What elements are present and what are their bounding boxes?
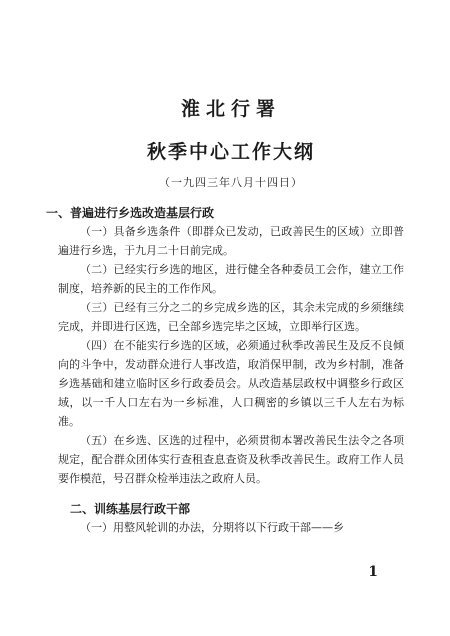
document-title-org: 淮北行署: [180, 98, 281, 120]
document-title: 秋季中心工作大纲: [146, 141, 315, 163]
page-number: 1: [368, 564, 378, 580]
paragraph-5: （五）在乡选、区选的过程中，必须贯彻本署改善民生法令之各项规定，配合群众团体实行查租查息查资及秋季改善民生。政府工作人员要作模范，号召群众检举违法之政府人员。: [58, 434, 404, 485]
section-1-heading: 一、普遍进行乡选改造基层行政: [46, 206, 215, 220]
section-2-heading: 二、训练基层行政干部: [70, 502, 191, 516]
paragraph-6: （一）用整风轮训的办法，分期将以下行政干部——乡: [80, 521, 344, 534]
document-date: （一九四三年八月十四日）: [159, 176, 303, 189]
paragraph-1: （一）具备乡选条件（即群众已发动，已政善民生的区域）立即普遍进行乡选，于九月二十日前完成。: [58, 225, 404, 257]
paragraph-2: （二）已经实行乡选的地区，进行健全各种委员工会作，建立工作制度，培养新的民主的工作作风。: [58, 263, 404, 295]
paragraph-3: （三）已经有三分之二的乡完成乡选的区，其余未完成的乡须继续完成，并即进行区选，已全部乡选完毕之区域，立即举行区选。: [58, 301, 404, 333]
paragraph-4: （四）在不能实行乡选的区域，必须通过秋季改善民生及反不良倾向的斗争中，发动群众进行人事改造，取消保甲制，改为乡村制，准备乡选基础和建立临时区乡行政委员会。从改造基层政权中调整乡行政区域，以一千人口左右为一乡标准，人口稠密的乡镇以三千人左右为标准。: [58, 339, 404, 428]
